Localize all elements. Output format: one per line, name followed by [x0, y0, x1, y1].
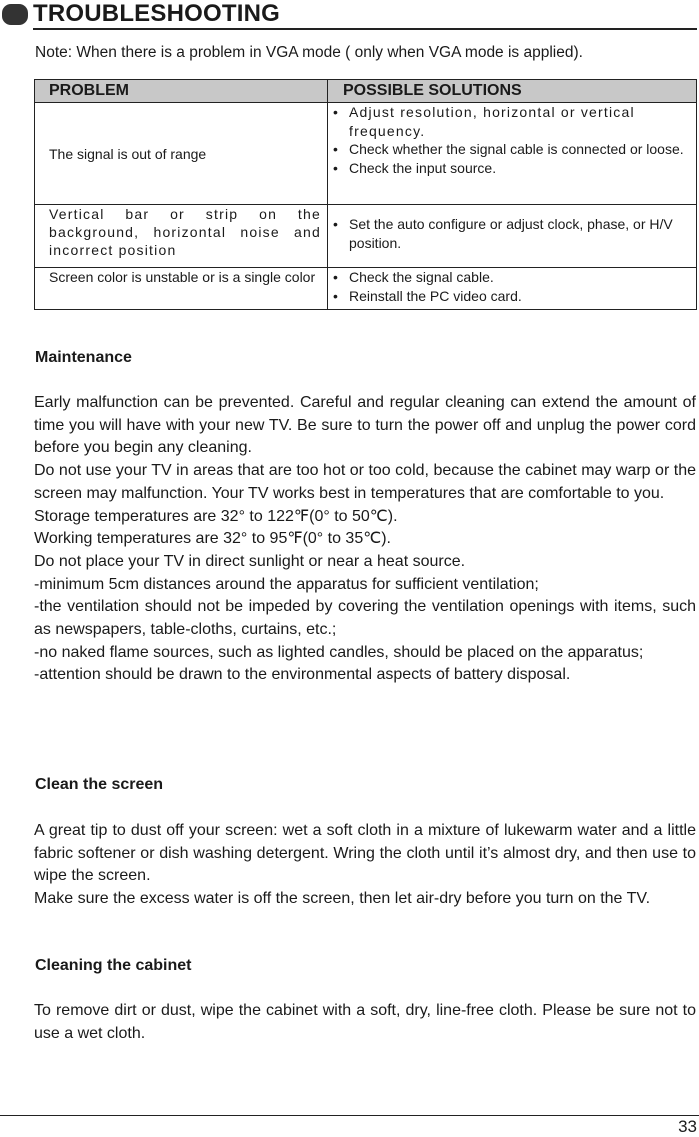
vga-note: Note: When there is a problem in VGA mode ( only when VGA mode is applied).: [35, 44, 583, 61]
table-row: [35, 205, 697, 268]
maintenance-heading: Maintenance: [35, 349, 132, 366]
paragraph: Early malfunction can be prevented. Careful and regular cleaning can extend the amount of time you will have with your new TV. Be sure to turn the power off and unplug the power cord before you begin any cleaning.: [34, 394, 696, 457]
problem-cell: [35, 103, 328, 205]
paragraph: Do not use your TV in areas that are too hot or too cold, because the cabinet may warp or the screen may malfunction. Your TV works best in temperatures that are comfortable to you.: [34, 462, 696, 502]
paragraph: To remove dirt or dust, wipe the cabinet with a soft, dry, line-free cloth. Please be sure not to use a wet cloth.: [34, 1002, 696, 1042]
paragraph: Storage temperatures are 32° to 122℉(0° to 50℃).: [34, 507, 398, 525]
column-header-solutions: POSSIBLE SOLUTIONS: [328, 80, 697, 103]
section-header: [0, 0, 699, 30]
clean-screen-heading: Clean the screen: [35, 776, 164, 793]
problem-text: The signal is out of range: [49, 145, 207, 162]
page-title: TROUBLESHOOTING: [33, 0, 280, 27]
table-row: [35, 268, 697, 310]
solution-item: • Check the signal cable.: [328, 268, 696, 287]
problem-cell: [35, 205, 328, 268]
problem-text: Vertical bar or strip on the background, horizontal noise and incorrect position: [49, 206, 321, 258]
solutions-cell: [328, 268, 697, 310]
solution-item: • Set the auto configure or adjust clock, phase, or H/V position.: [328, 215, 696, 252]
problem-text: Screen color is unstable or is a single color: [49, 269, 316, 285]
paragraph: Make sure the excess water is off the screen, then let air-dry before you turn on the TV.: [34, 890, 651, 908]
footer-rule: [0, 1115, 699, 1116]
paragraph: A great tip to dust off your screen: wet a soft cloth in a mixture of lukewarm water and a little fabric softener or dish washing detergent. Wring the cloth until it’s almost dry, and then use to wipe the screen.: [34, 822, 696, 885]
paragraph: -the ventilation should not be impeded by covering the ventilation openings with items, such as newspapers, table-cloths, curtains, etc.;: [34, 598, 696, 639]
clean-screen-body: [34, 820, 696, 911]
solutions-cell: [328, 103, 697, 205]
paragraph: -minimum 5cm distances around the apparatus for sufficient ventilation;: [34, 575, 539, 593]
table-row: [35, 103, 697, 205]
solution-item: • Adjust resolution, horizontal or vertical frequency.: [328, 103, 696, 140]
section-marker-icon: [2, 4, 28, 25]
paragraph: Do not place your TV in direct sunlight or near a heat source.: [34, 552, 466, 570]
solutions-cell: [328, 205, 697, 268]
page-number: 33: [678, 1117, 697, 1136]
clean-cabinet-heading: Cleaning the cabinet: [35, 957, 192, 974]
troubleshooting-table: [34, 79, 697, 310]
table-header-row: [35, 80, 697, 103]
column-header-problem: PROBLEM: [35, 80, 328, 103]
paragraph: -attention should be drawn to the environmental aspects of battery disposal.: [34, 666, 571, 684]
paragraph: Working temperatures are 32° to 95℉(0° to 35℃).: [34, 530, 391, 548]
maintenance-body: [34, 392, 696, 687]
clean-cabinet-body: [34, 1000, 696, 1045]
title-underline: [33, 28, 697, 30]
paragraph: -no naked flame sources, such as lighted candles, should be placed on the apparatus;: [34, 643, 644, 661]
problem-cell: [35, 268, 328, 310]
solution-item: • Check the input source.: [328, 159, 696, 178]
solution-item: • Reinstall the PC video card.: [328, 287, 696, 306]
solution-item: • Check whether the signal cable is connected or loose.: [328, 140, 696, 159]
